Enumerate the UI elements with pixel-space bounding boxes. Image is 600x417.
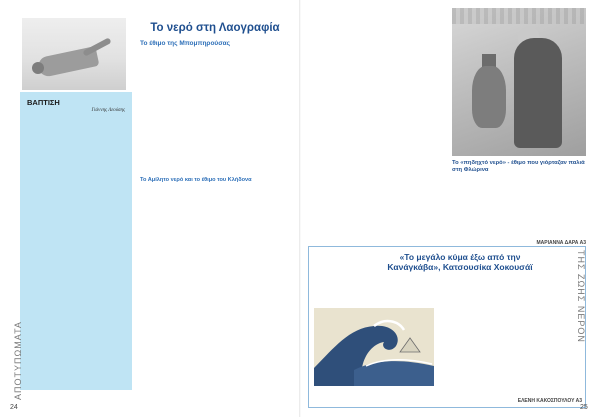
paragraph	[140, 203, 292, 210]
paragraph	[314, 388, 582, 395]
paragraph	[308, 103, 446, 110]
poem-line	[27, 316, 125, 323]
left-side-label	[3, 250, 23, 400]
paragraph	[314, 285, 582, 292]
paragraph	[452, 219, 586, 226]
paragraph	[140, 50, 292, 57]
paragraph	[308, 111, 446, 118]
yoga-photo	[22, 18, 126, 90]
paragraph	[140, 229, 292, 236]
paragraph	[440, 351, 582, 358]
author-signature-1: ΜΑΡΙΑΝΝΑ ΔΑΡΑ Α3	[536, 240, 586, 246]
poem-line	[27, 294, 125, 301]
poem-line	[27, 379, 125, 386]
paragraph	[452, 228, 586, 235]
poem-line	[27, 202, 125, 209]
photo-ornament	[452, 8, 586, 24]
paragraph	[140, 220, 292, 227]
box-side-paragraphs	[440, 308, 582, 392]
paragraph	[140, 119, 292, 126]
paragraph	[308, 206, 446, 213]
box-top-text	[314, 276, 582, 306]
left-top-paragraphs	[140, 50, 292, 134]
paragraph	[452, 202, 586, 209]
poem-line	[27, 124, 125, 131]
poem-lines	[27, 117, 125, 387]
poem-line	[27, 195, 125, 202]
paragraph	[140, 212, 292, 219]
right-side-column	[452, 176, 586, 238]
paragraph	[440, 368, 582, 375]
poem-panel	[20, 92, 132, 390]
poem-line	[27, 174, 125, 181]
left-side-label-text: ΑΠΟΤΥΠΩΜΑΤΑ	[13, 321, 23, 400]
poem-line	[27, 131, 125, 138]
paragraph	[440, 325, 582, 332]
paragraph	[308, 214, 446, 221]
poem-line	[27, 372, 125, 379]
paragraph	[140, 127, 292, 134]
poem-line	[27, 351, 125, 358]
right-side-paragraphs	[452, 176, 586, 243]
woman-figure	[514, 38, 562, 148]
paragraph	[308, 60, 446, 67]
right-paragraphs	[308, 8, 446, 255]
paragraph	[308, 77, 446, 84]
poem-line	[27, 152, 125, 159]
poem-line	[27, 365, 125, 372]
verse-line	[140, 168, 292, 174]
right-page-number: 25	[580, 404, 588, 411]
poem-line	[27, 231, 125, 238]
florina-photo	[452, 8, 586, 156]
left-page-number: 24	[10, 404, 18, 411]
left-verse	[140, 136, 292, 174]
left-main-column	[140, 50, 292, 400]
paragraph	[308, 231, 446, 238]
poem-line	[27, 117, 125, 124]
paragraph	[308, 146, 446, 153]
poem-line	[27, 160, 125, 167]
poem-line	[27, 323, 125, 330]
poem-line	[27, 216, 125, 223]
paragraph	[314, 276, 582, 283]
paragraph	[140, 110, 292, 117]
poem-line	[27, 181, 125, 188]
poem-line	[27, 188, 125, 195]
box-bottom-paragraphs	[314, 388, 582, 395]
paragraph	[440, 317, 582, 324]
poem-line	[27, 245, 125, 252]
paragraph	[308, 223, 446, 230]
paragraph	[452, 176, 586, 183]
paragraph	[308, 128, 446, 135]
paragraph	[308, 34, 446, 41]
paragraph	[440, 342, 582, 349]
poem-line	[27, 238, 125, 245]
kledonas-subheading: Το Αμίλητο νερό και το έθιμο του Κλήδονα	[140, 177, 252, 184]
poem-title: ΒΑΠΤΙΣΗ	[27, 98, 60, 107]
paragraph	[308, 42, 446, 49]
paragraph	[308, 188, 446, 195]
paragraph	[308, 25, 446, 32]
paragraph	[452, 185, 586, 192]
poem-line	[27, 330, 125, 337]
poem-line	[27, 167, 125, 174]
poem-author: Γιάννης Λεούσης	[91, 108, 125, 113]
paragraph	[140, 93, 292, 100]
box-side-text	[440, 308, 582, 388]
poem-line	[27, 273, 125, 280]
poem-line	[27, 223, 125, 230]
photo-caption: Το «πηδηχτό νερό» - έθιμο που γιόρταζαν παλιά στη Φλώρινα	[452, 160, 585, 173]
paragraph	[140, 67, 292, 74]
right-main-column	[308, 8, 446, 208]
paragraph	[308, 94, 446, 101]
poem-line	[27, 344, 125, 351]
right-side-label	[576, 250, 597, 400]
paragraph	[440, 360, 582, 367]
paragraph	[308, 51, 446, 58]
paragraph	[140, 186, 292, 193]
poem-line	[27, 280, 125, 287]
paragraph	[308, 68, 446, 75]
poem-line	[27, 266, 125, 273]
poem-line	[27, 337, 125, 344]
paragraph	[140, 102, 292, 109]
paragraph	[440, 308, 582, 315]
amphora-shape	[472, 66, 506, 128]
box-top-paragraphs	[314, 276, 582, 300]
poem-line	[27, 252, 125, 259]
wave-icon	[314, 308, 434, 386]
paragraph	[308, 171, 446, 178]
paragraph	[452, 193, 586, 200]
paragraph	[140, 76, 292, 83]
paragraph	[308, 137, 446, 144]
paragraph	[140, 59, 292, 66]
paragraph	[440, 377, 582, 384]
poem-line	[27, 145, 125, 152]
right-side-label-text: ΤΗΣ ΖΩΗΣ ΝΕΡΟΝ	[576, 250, 586, 343]
page-gutter	[299, 0, 301, 417]
poem-line	[27, 138, 125, 145]
paragraph	[308, 163, 446, 170]
paragraph	[308, 85, 446, 92]
author-signature-2: ΕΛΕΝΗ ΚΑΚΟΣΠΟΥΛΟΥ Α3	[517, 398, 582, 404]
paragraph	[440, 334, 582, 341]
box-bottom-text	[314, 388, 582, 398]
left-bottom-paragraphs	[140, 186, 292, 236]
poem-line	[27, 309, 125, 316]
article-subtitle: Το έθιμο της Μπομπηρούσας	[140, 40, 231, 47]
paragraph	[140, 194, 292, 201]
paragraph	[308, 8, 446, 15]
poem-line	[27, 287, 125, 294]
hokusai-box-title: «Το μεγάλο κύμα έξω από την Κανάγκάβα», Κατσουσίκα Χοκουσάϊ	[387, 252, 533, 272]
great-wave-image	[314, 308, 434, 386]
poem-line	[27, 209, 125, 216]
poem-line	[27, 358, 125, 365]
poem-line	[27, 259, 125, 266]
article-title: Το νερό στη Λαογραφία	[150, 22, 280, 34]
paragraph	[308, 180, 446, 187]
paragraph	[452, 210, 586, 217]
paragraph	[140, 84, 292, 91]
poem-line	[27, 301, 125, 308]
photo-figure-head	[32, 62, 44, 74]
paragraph	[308, 17, 446, 24]
paragraph	[308, 154, 446, 161]
paragraph	[308, 197, 446, 204]
paragraph	[314, 293, 582, 300]
paragraph	[308, 120, 446, 127]
